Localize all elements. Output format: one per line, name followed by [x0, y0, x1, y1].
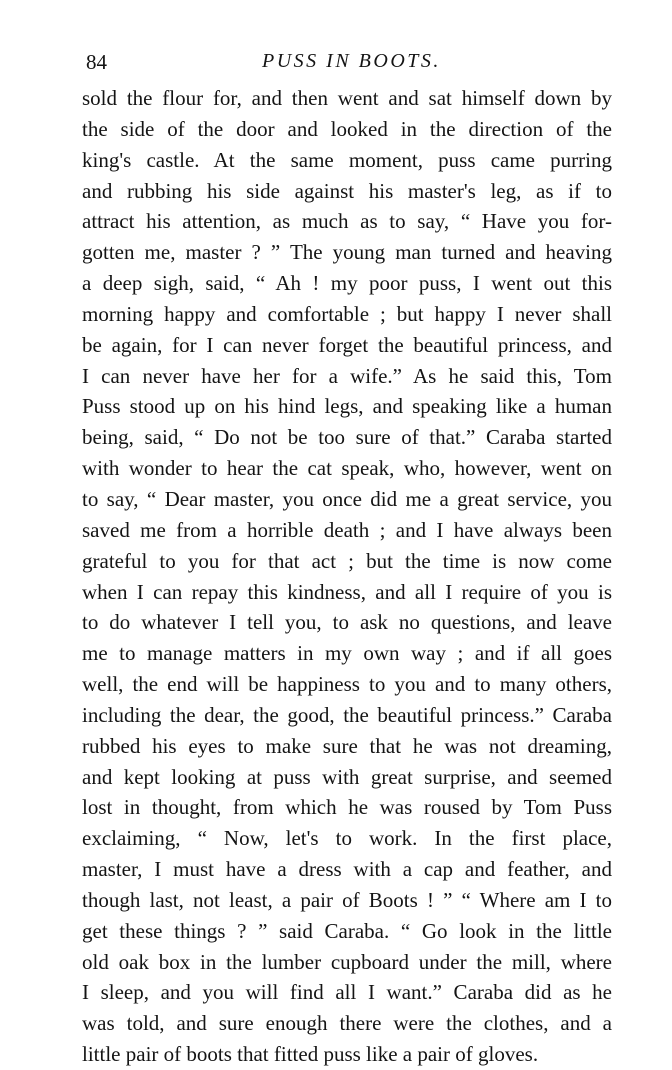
text-line: little pair of boots that fitted puss like a pair of gloves.: [82, 1042, 539, 1067]
body-text: [82, 83, 612, 1070]
text-line: I can never have her for a wife.” As he said this, Tom: [82, 363, 612, 388]
text-line: being, said, “ Do not be too sure of that.” Caraba started: [82, 425, 612, 450]
text-line: including the dear, the good, the beautiful princess.” Caraba: [82, 702, 612, 727]
text-line: and rubbing his side against his master's leg, as if to: [82, 178, 612, 203]
text-line: the side of the door and looked in the direction of the: [82, 116, 612, 141]
text-line: I sleep, and you will find all I want.” Caraba did as he: [82, 980, 612, 1005]
text-line: saved me from a horrible death ; and I have always been: [82, 517, 612, 542]
text-line: old oak box in the lumber cupboard under the mill, where: [82, 949, 612, 974]
page-header: [82, 48, 612, 78]
page-number: 84: [86, 50, 107, 74]
text-line: and kept looking at puss with great surprise, and seemed: [82, 764, 612, 789]
text-line: was told, and sure enough there were the clothes, and a: [82, 1011, 612, 1036]
text-line: be again, for I can never forget the beautiful princess, and: [82, 332, 612, 357]
text-line: king's castle. At the same moment, puss came purring: [82, 147, 612, 172]
text-line: master, I must have a dress with a cap and feather, and: [82, 857, 612, 882]
text-line: well, the end will be happiness to you and to many others,: [82, 672, 612, 697]
text-line: lost in thought, from which he was roused by Tom Puss: [82, 795, 612, 820]
text-line: though last, not least, a pair of Boots ! ” “ Where am I to: [82, 887, 612, 912]
text-line: gotten me, master ? ” The young man turned and heaving: [82, 240, 612, 265]
text-line: exclaiming, “ Now, let's to work. In the first place,: [82, 826, 612, 851]
text-line: rubbed his eyes to make sure that he was not dreaming,: [82, 733, 612, 758]
text-line: get these things ? ” said Caraba. “ Go look in the little: [82, 918, 612, 943]
text-line: with wonder to hear the cat speak, who, however, went on: [82, 456, 612, 481]
text-line: to do whatever I tell you, to ask no questions, and leave: [82, 610, 612, 635]
text-line: to say, “ Dear master, you once did me a great service, you: [82, 486, 612, 511]
text-line: when I can repay this kindness, and all I require of you is: [82, 579, 612, 604]
text-line: grateful to you for that act ; but the time is now come: [82, 548, 612, 573]
running-title: PUSS IN BOOTS.: [262, 50, 441, 72]
text-line: morning happy and comfortable ; but happy I never shall: [82, 301, 612, 326]
text-line: Puss stood up on his hind legs, and speaking like a human: [82, 394, 612, 419]
text-line: a deep sigh, said, “ Ah ! my poor puss, I went out this: [82, 271, 612, 296]
text-line: sold the flour for, and then went and sat himself down by: [82, 86, 612, 110]
text-line: me to manage matters in my own way ; and if all goes: [82, 641, 612, 666]
text-line: attract his attention, as much as to say, “ Have you for-: [82, 209, 612, 234]
